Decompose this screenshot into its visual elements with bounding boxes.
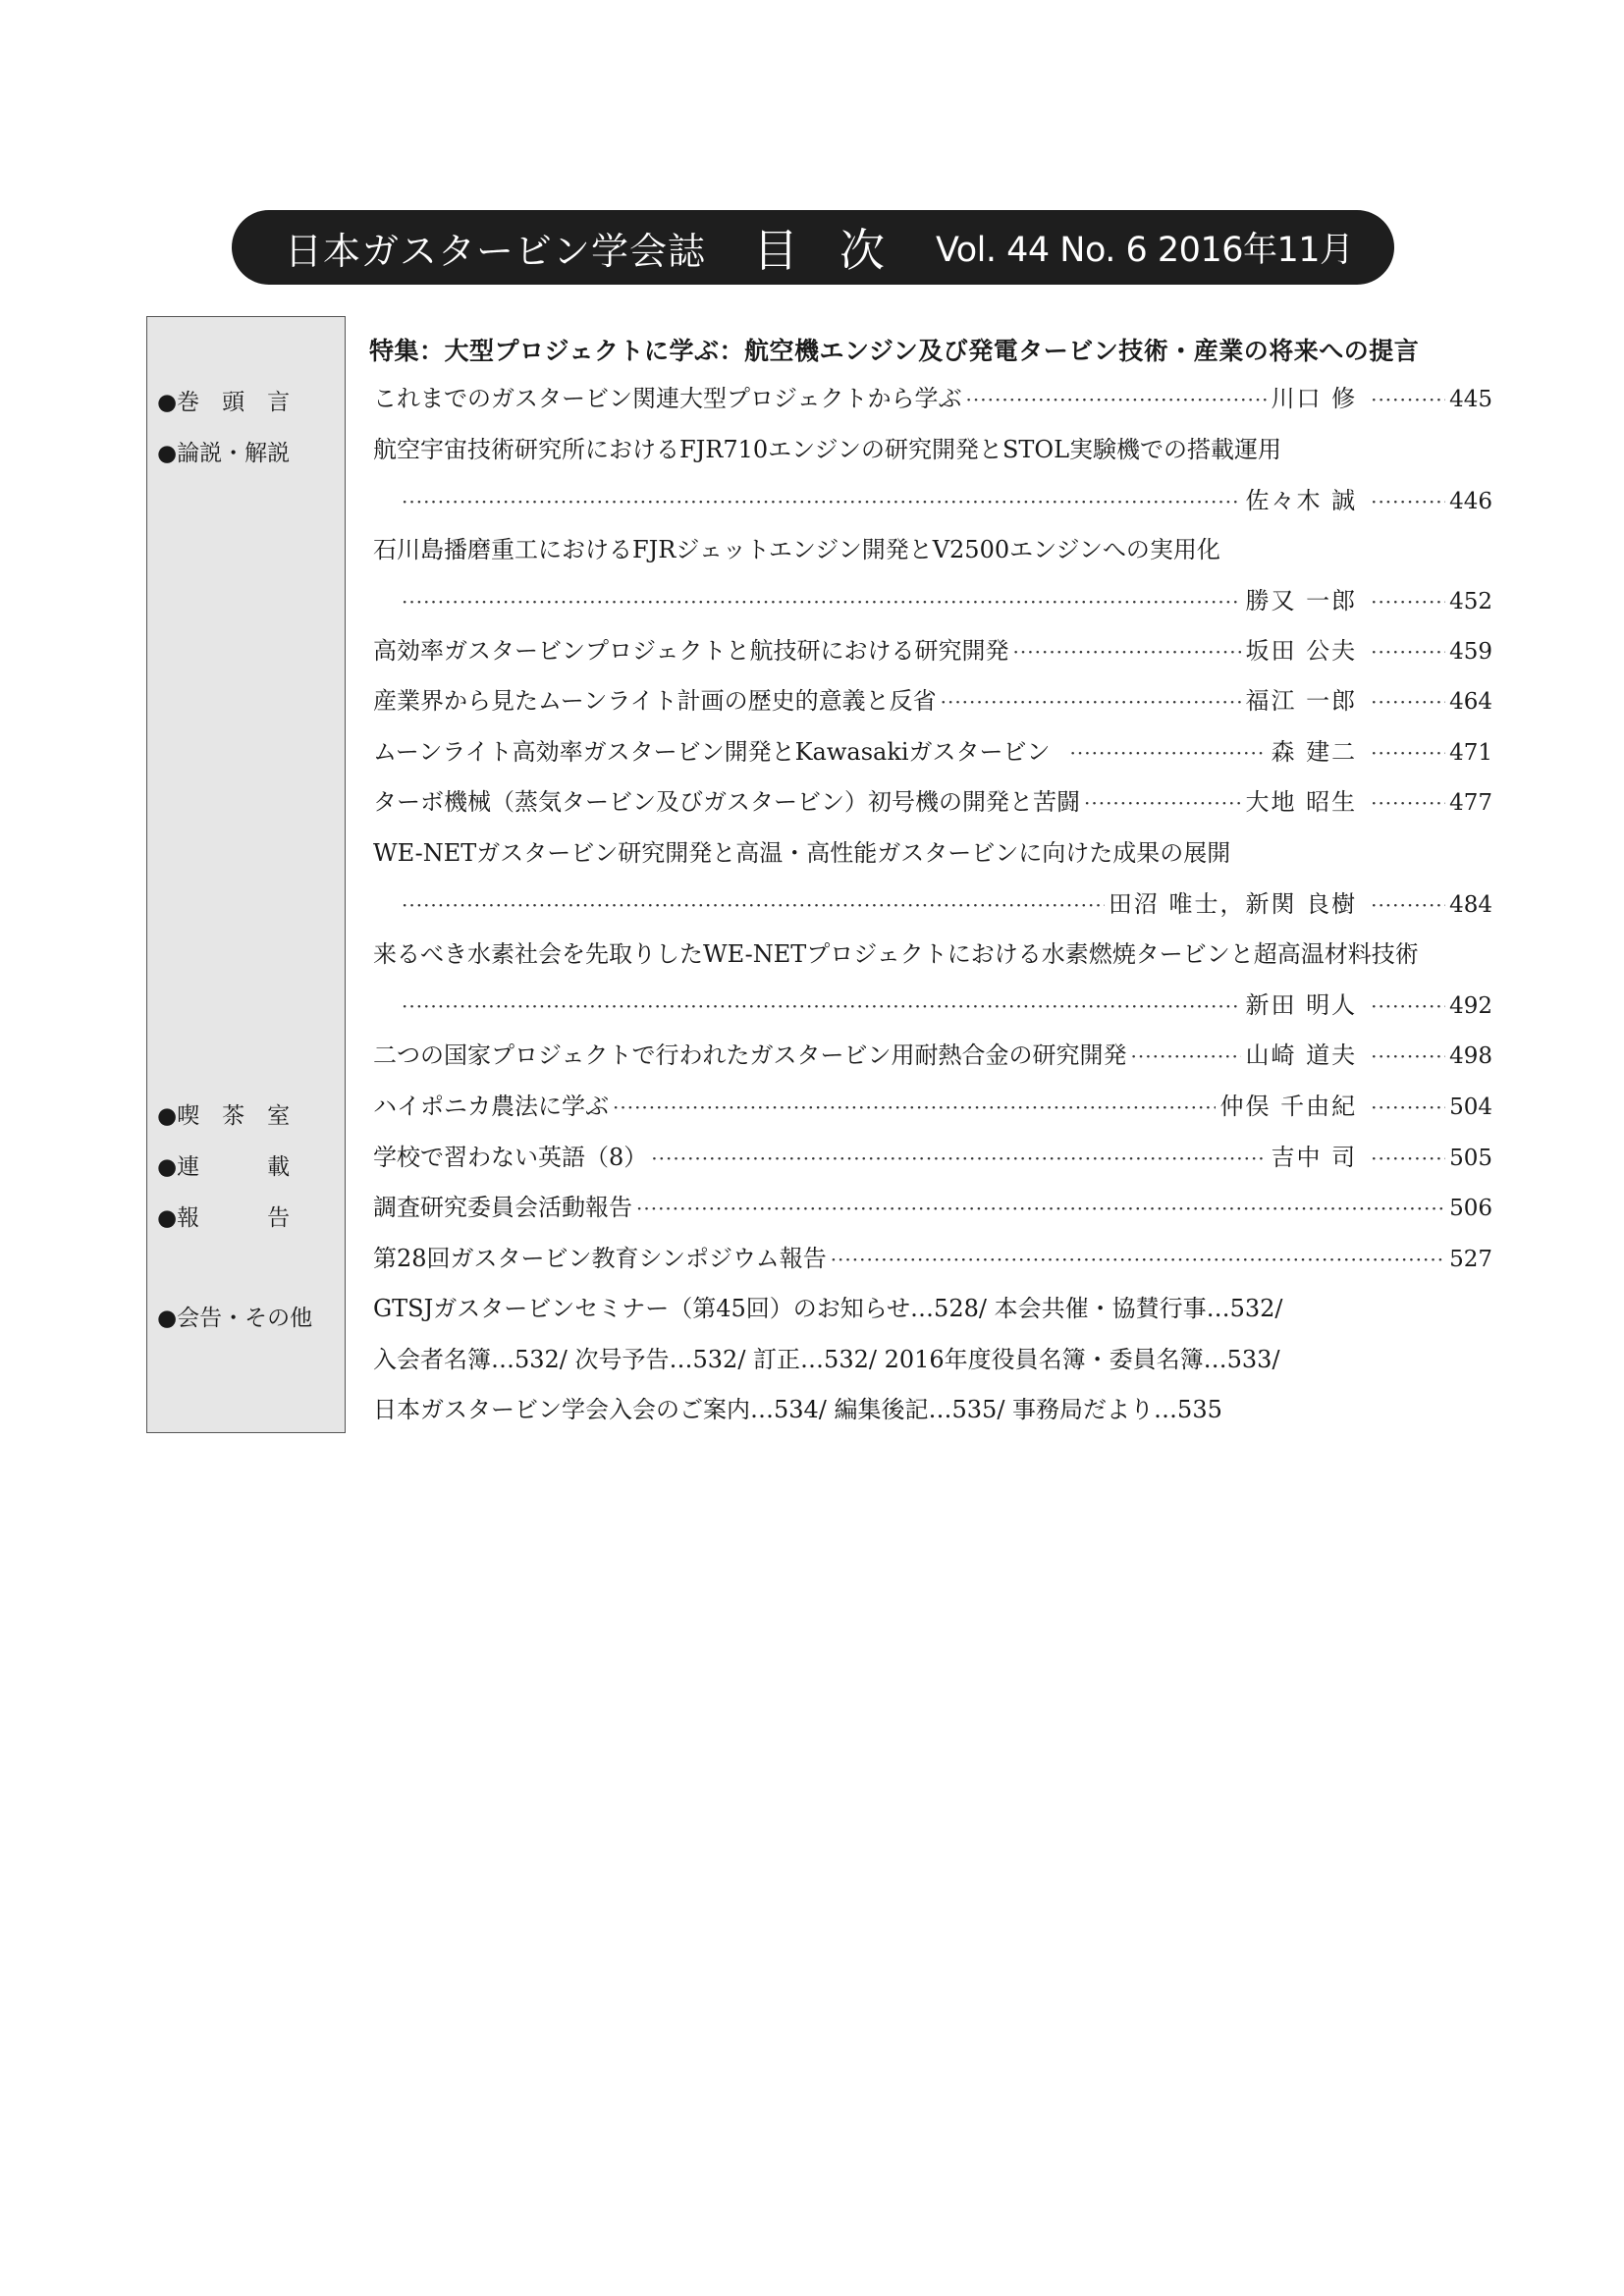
toc-entry[interactable] [398,887,1492,921]
entry-page: 504 [1449,1095,1492,1120]
toc-entry[interactable] [373,1141,1492,1174]
toc-entry[interactable] [398,584,1492,617]
entry-title: これまでのガスタービン関連大型プロジェクトから学ぶ [373,385,962,412]
entry-title: 産業界から見たムーンライト計画の歴史的意義と反省 [373,687,937,715]
toc-entry[interactable] [373,785,1492,819]
toc-entry[interactable] [398,988,1492,1022]
entry-page: 477 [1449,790,1492,816]
notice-line: GTSJガスタービンセミナー（第45回）のお知らせ…528/ 本会共催・協賛行事…532/ [373,1295,1283,1322]
entry-page: 464 [1449,689,1492,715]
entry-title[interactable]: 石川島播磨重工におけるFJRジェットエンジン開発とV2500エンジンへの実用化 [373,536,1220,563]
entry-title: 二つの国家プロジェクトで行われたガスタービン用耐熱合金の研究開発 [373,1041,1127,1069]
toc-entry[interactable] [373,382,1492,415]
entry-page: 446 [1449,489,1492,514]
entry-page: 471 [1449,740,1492,766]
toc-entry[interactable] [373,1039,1492,1072]
entry-author: 山崎 道夫 [1245,1041,1358,1069]
entry-page: 492 [1449,993,1492,1019]
notice-line: 日本ガスタービン学会入会のご案内…534/ 編集後記…535/ 事務局だより…535 [373,1396,1222,1423]
toc-entry[interactable] [373,735,1492,769]
entry-title: ターボ機械（蒸気タービン及びガスタービン）初号機の開発と苦闘 [373,788,1080,816]
entry-page: 452 [1449,589,1492,614]
entry-author: 森 建二 [1271,738,1358,766]
entry-page: 484 [1449,892,1492,918]
toc-entry[interactable] [373,1191,1492,1224]
entry-author: 吉中 司 [1271,1144,1358,1171]
journal-title: 日本ガスタービン学会誌 [285,229,707,273]
entry-title: 調査研究委員会活動報告 [373,1194,632,1221]
entry-title[interactable]: WE-NETガスタービン研究開発と高温・高性能ガスタービンに向けた成果の展開 [373,839,1231,867]
entry-author: 勝又 一郎 [1245,587,1358,614]
entry-page: 445 [1449,387,1492,412]
toc-entry[interactable] [373,634,1492,667]
entry-author: 坂田 公夫 [1245,637,1358,665]
section-houkoku: ●報 告 [157,1205,291,1231]
entry-title: 第28回ガスタービン教育シンポジウム報告 [373,1245,827,1272]
entry-title: ハイポニカ農法に学ぶ [373,1093,609,1120]
entry-page: 527 [1449,1247,1492,1272]
entry-title[interactable]: 航空宇宙技術研究所におけるFJR710エンジンの研究開発とSTOL実験機での搭載運用 [373,436,1282,463]
feature-title: 特集：大型プロジェクトに学ぶ：航空機エンジン及び発電タービン技術・産業の将来への提言 [369,337,1420,365]
entry-page: 498 [1449,1043,1492,1069]
section-kissashitsu: ●喫 茶 室 [157,1103,291,1129]
toc-label: 目 次 [753,224,886,277]
section-kaikoku: ●会告・その他 [157,1306,313,1331]
toc-entry[interactable] [373,684,1492,718]
entry-title: 高効率ガスタービンプロジェクトと航技研における研究開発 [373,637,1009,665]
entry-author: 仲俣 千由紀 [1219,1093,1358,1120]
entry-title[interactable]: 来るべき水素社会を先取りしたWE-NETプロジェクトにおける水素燃焼タービンと超高温材料技術 [373,940,1419,968]
entry-page: 505 [1449,1146,1492,1171]
entry-author: 川口 修 [1271,385,1358,412]
entry-author: 大地 昭生 [1245,788,1358,816]
entry-author: 新田 明人 [1245,991,1358,1019]
entry-page: 506 [1449,1196,1492,1221]
notice-line: 入会者名簿…532/ 次号予告…532/ 訂正…532/ 2016年度役員名簿・委員名簿…533/ [373,1346,1280,1373]
toc-entry[interactable] [373,1090,1492,1123]
entry-author: 福江 一郎 [1245,687,1358,715]
entry-author: 佐々木 誠 [1245,487,1358,514]
entry-author: 田沼 唯士，新関 良樹 [1108,890,1358,918]
toc-entry[interactable] [398,484,1492,517]
section-ronsetsu: ●論説・解説 [157,441,291,466]
toc-entry[interactable] [373,1242,1492,1275]
entry-title: 学校で習わない英語（8） [373,1144,648,1171]
entry-page: 459 [1449,639,1492,665]
section-rensai: ●連 載 [157,1154,291,1180]
entry-title: ムーンライト高効率ガスタービン開発とKawasakiガスタービン [373,738,1051,766]
section-kantougen: ●巻 頭 言 [157,390,291,415]
volume-issue: Vol. 44 No. 6 2016年11月 [936,231,1354,270]
